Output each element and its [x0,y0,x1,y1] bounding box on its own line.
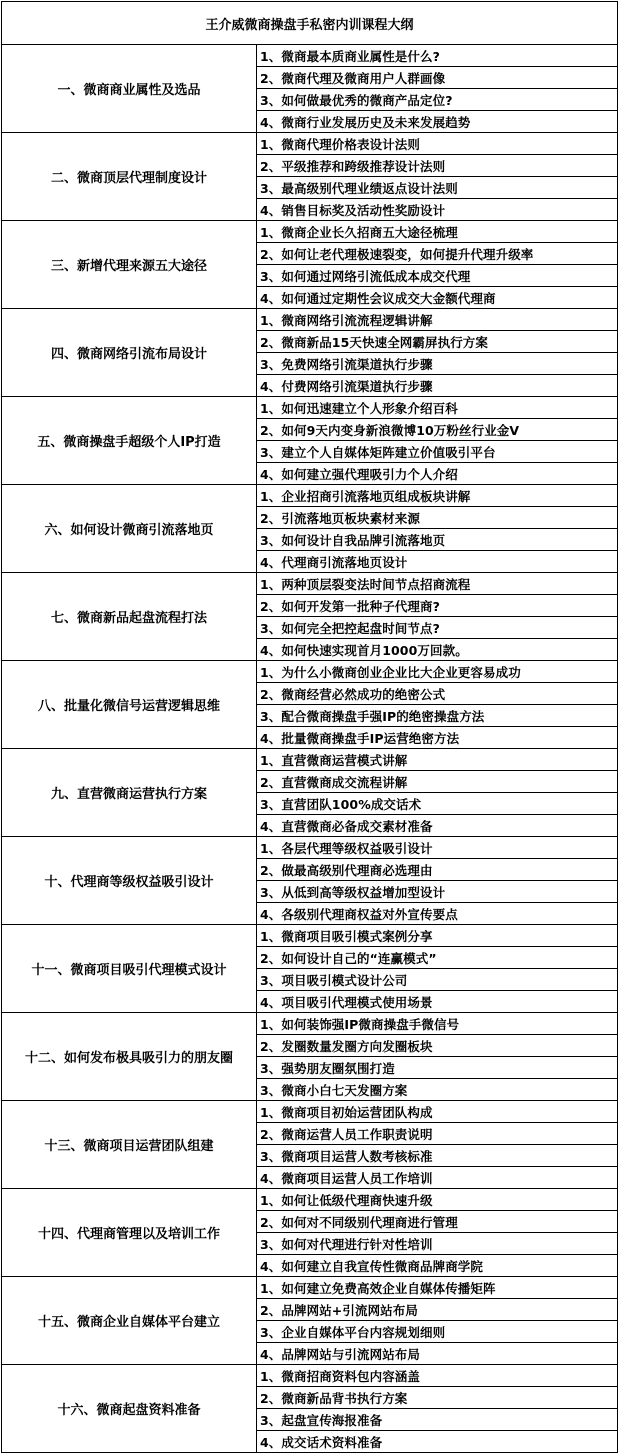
topic-row [2,573,618,595]
topic-item: 4、直营微商必备成交素材准备 [257,815,618,837]
topic-item: 2、如何9天内变身新浪微博10万粉丝行业金V [257,419,618,441]
topic-item: 3、直营团队100%成交话术 [257,793,618,815]
topic-item: 3、微商项目运营人数考核标准 [257,1145,618,1167]
chapter-title: 二、微商顶层代理制度设计 [2,133,257,221]
topic-item: 4、批量微商操盘手IP运营绝密方法 [257,727,618,749]
chapter-title: 十一、微商项目吸引代理模式设计 [2,925,257,1013]
topic-row [2,1101,618,1123]
topic-item: 1、微商项目吸引模式案例分享 [257,925,618,947]
topic-item: 1、微商招商资料包内容涵盖 [257,1365,618,1387]
topic-row [2,1277,618,1299]
topic-row [2,221,618,243]
topic-item: 2、微商运营人员工作职责说明 [257,1123,618,1145]
topic-row [2,1189,618,1211]
topic-item: 3、项目吸引模式设计公司 [257,969,618,991]
chapter-title: 五、微商操盘手超级个人IP打造 [2,397,257,485]
topic-row [2,661,618,683]
topic-item: 2、微商新品背书执行方案 [257,1387,618,1409]
course-outline-table [1,1,618,1453]
topic-item: 2、如何对不同级别代理商进行管理 [257,1211,618,1233]
topic-item: 4、代理商引流落地页设计 [257,551,618,573]
topic-item: 1、如何迅速建立个人形象介绍百科 [257,397,618,419]
topic-item: 2、如何开发第一批种子代理商? [257,595,618,617]
chapter-title: 十二、如何发布极具吸引力的朋友圈 [2,1013,257,1101]
topic-item: 1、如何建立免费高效企业自媒体传播矩阵 [257,1277,618,1299]
chapter-title: 九、直营微商运营执行方案 [2,749,257,837]
topic-item: 4、微商行业发展历史及未来发展趋势 [257,111,618,133]
topic-item: 4、项目吸引代理模式使用场景 [257,991,618,1013]
topic-item: 1、两种顶层裂变法时间节点招商流程 [257,573,618,595]
topic-item: 2、平级推荐和跨级推荐设计法则 [257,155,618,177]
topic-item: 4、微商项目运营人员工作培训 [257,1167,618,1189]
topic-item: 2、发圈数量发圈方向发圈板块 [257,1035,618,1057]
topic-row [2,1013,618,1035]
chapter-title: 十三、微商项目运营团队组建 [2,1101,257,1189]
topic-item: 2、做最高级别代理商必选理由 [257,859,618,881]
chapter-title: 八、批量化微信号运营逻辑思维 [2,661,257,749]
chapter-title: 三、新增代理来源五大途径 [2,221,257,309]
topic-item: 4、品牌网站与引流网站布局 [257,1343,618,1365]
topic-item: 3、如何完全把控起盘时间节点? [257,617,618,639]
topic-item: 4、各级别代理商权益对外宣传要点 [257,903,618,925]
topic-item: 4、如何快速实现首月1000万回款。 [257,639,618,661]
topic-row [2,309,618,331]
topic-row [2,45,618,67]
topic-row [2,749,618,771]
topic-item: 4、成交话术资料准备 [257,1431,618,1453]
topic-item: 1、微商项目初始运营团队构成 [257,1101,618,1123]
topic-item: 1、各层代理等级权益吸引设计 [257,837,618,859]
chapter-title: 十五、微商企业自媒体平台建立 [2,1277,257,1365]
topic-item: 2、如何设计自己的“连赢模式” [257,947,618,969]
topic-item: 3、强势朋友圈氛围打造 [257,1057,618,1079]
topic-item: 3、如何做最优秀的微商产品定位? [257,89,618,111]
topic-item: 4、如何建立强代理吸引力个人介绍 [257,463,618,485]
topic-item: 4、销售目标奖及活动性奖励设计 [257,199,618,221]
title-row [2,2,618,45]
topic-item: 1、微商代理价格表设计法则 [257,133,618,155]
topic-item: 2、微商代理及微商用户人群画像 [257,67,618,89]
topic-item: 1、微商网络引流流程逻辑讲解 [257,309,618,331]
chapter-title: 十、代理商等级权益吸引设计 [2,837,257,925]
topic-item: 2、微商新品15天快速全网霸屏执行方案 [257,331,618,353]
topic-item: 2、微商经营必然成功的绝密公式 [257,683,618,705]
topic-item: 4、如何建立自我宣传性微商品牌商学院 [257,1255,618,1277]
chapter-title: 十四、代理商管理以及培训工作 [2,1189,257,1277]
topic-item: 3、企业自媒体平台内容规划细则 [257,1321,618,1343]
topic-row [2,397,618,419]
topic-item: 3、配合微商操盘手强IP的绝密操盘方法 [257,705,618,727]
topic-item: 4、付费网络引流渠道执行步骤 [257,375,618,397]
outline-title: 王介威微商操盘手私密内训课程大纲 [2,2,618,45]
topic-item: 3、从低到高等级权益增加型设计 [257,881,618,903]
topic-row [2,1365,618,1387]
topic-item: 3、如何设计自我品牌引流落地页 [257,529,618,551]
topic-item: 1、如何装饰强IP微商操盘手微信号 [257,1013,618,1035]
topic-item: 4、如何通过定期性会议成交大金额代理商 [257,287,618,309]
topic-row [2,837,618,859]
topic-item: 1、直营微商运营模式讲解 [257,749,618,771]
topic-row [2,133,618,155]
topic-item: 1、如何让低级代理商快速升级 [257,1189,618,1211]
topic-item: 3、微商小白七天发圈方案 [257,1079,618,1101]
topic-item: 1、企业招商引流落地页组成板块讲解 [257,485,618,507]
chapter-title: 六、如何设计微商引流落地页 [2,485,257,573]
topic-row [2,925,618,947]
topic-item: 3、建立个人自媒体矩阵建立价值吸引平台 [257,441,618,463]
topic-item: 2、如何让老代理极速裂变，如何提升代理升级率 [257,243,618,265]
topic-item: 3、免费网络引流渠道执行步骤 [257,353,618,375]
topic-item: 3、如何通过网络引流低成本成交代理 [257,265,618,287]
topic-item: 2、引流落地页板块素材来源 [257,507,618,529]
chapter-title: 一、微商商业属性及选品 [2,45,257,133]
topic-item: 1、微商最本质商业属性是什么? [257,45,618,67]
chapter-title: 四、微商网络引流布局设计 [2,309,257,397]
topic-item: 2、品牌网站+引流网站布局 [257,1299,618,1321]
topic-item: 1、为什么小微商创业企业比大企业更容易成功 [257,661,618,683]
topic-item: 1、微商企业长久招商五大途径梳理 [257,221,618,243]
topic-row [2,485,618,507]
outline-body [2,2,618,1453]
chapter-title: 七、微商新品起盘流程打法 [2,573,257,661]
chapter-title: 十六、微商起盘资料准备 [2,1365,257,1453]
topic-item: 3、如何对代理进行针对性培训 [257,1233,618,1255]
topic-item: 3、最高级别代理业绩返点设计法则 [257,177,618,199]
topic-item: 2、直营微商成交流程讲解 [257,771,618,793]
topic-item: 3、起盘宣传海报准备 [257,1409,618,1431]
